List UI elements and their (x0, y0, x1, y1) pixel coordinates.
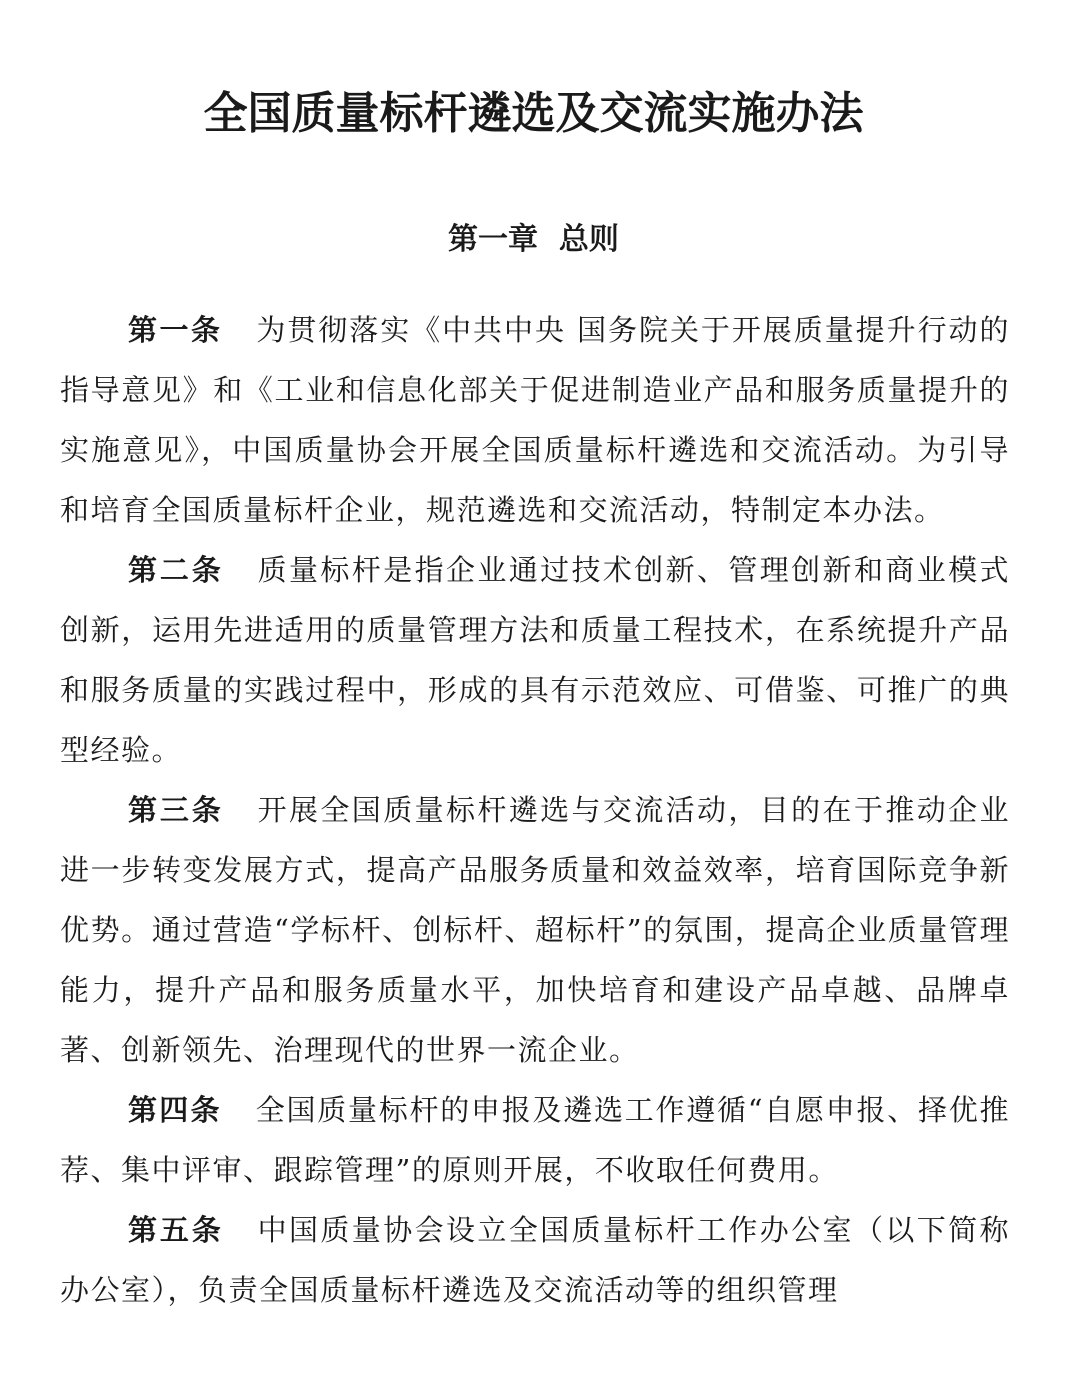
article-4 (60, 1080, 1010, 1200)
document-title: 全国质量标杆遴选及交流实施办法 (203, 88, 864, 139)
article-text: 全国质量标杆的申报及遴选工作遵循“自愿申报、择优推荐、集中评审、跟踪管理”的原则开展，不收取任何费用。 (60, 1093, 1010, 1187)
article-label: 第一条 (128, 313, 223, 347)
article-text: 为贯彻落实《中共中央 国务院关于开展质量提升行动的指导意见》和《工业和信息化部关于促进制造业产品和服务质量提升的实施意见》，中国质量协会开展全国质量标杆遴选和交流活动。为引导和培育全国质量标杆企业，规范遴选和交流活动，特制定本办法。 (60, 313, 1010, 527)
article-text: 质量标杆是指企业通过技术创新、管理创新和商业模式创新，运用先进适用的质量管理方法和质量工程技术，在系统提升产品和服务质量的实践过程中，形成的具有示范效应、可借鉴、可推广的典型经验。 (60, 553, 1010, 767)
article-5 (60, 1200, 1010, 1320)
article-label: 第三条 (128, 793, 224, 827)
chapter-title: 第一章 总则 (448, 222, 619, 257)
article-3 (60, 780, 1010, 1080)
article-1 (60, 300, 1010, 540)
article-list (60, 300, 1010, 1320)
article-text: 开展全国质量标杆遴选与交流活动，目的在于推动企业进一步转变发展方式，提高产品服务质量和效益效率，培育国际竞争新优势。通过营造“学标杆、创标杆、超标杆”的氛围，提高企业质量管理能力，提升产品和服务质量水平，加快培育和建设产品卓越、品牌卓著、创新领先、治理现代的世界一流企业。 (60, 793, 1010, 1067)
article-2 (60, 540, 1010, 780)
article-text: 中国质量协会设立全国质量标杆工作办公室（以下简称办公室），负责全国质量标杆遴选及交流活动等的组织管理 (60, 1213, 1010, 1307)
article-label: 第二条 (128, 553, 224, 587)
article-label: 第五条 (128, 1213, 224, 1247)
article-label: 第四条 (128, 1093, 222, 1127)
